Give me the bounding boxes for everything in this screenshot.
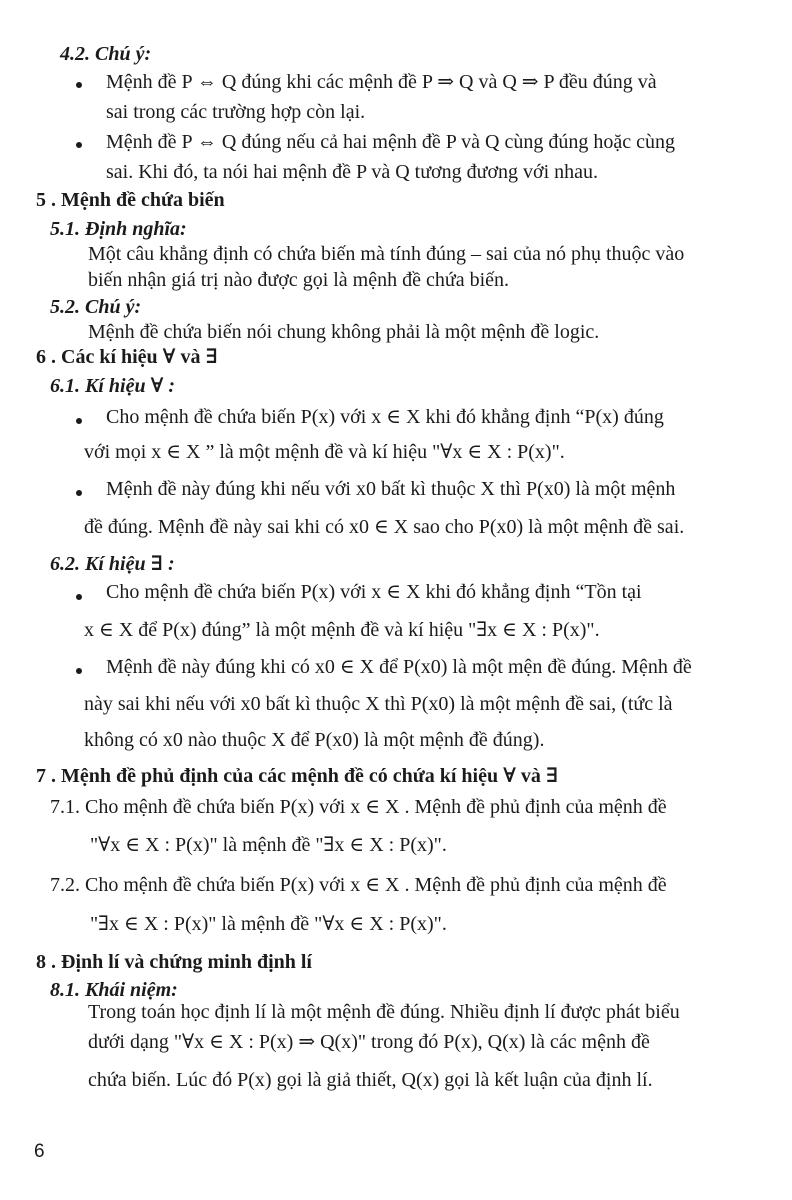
negation-7-2-line2: "∃x ∈ X : P(x)" là mệnh đề "∀x ∈ X : P(x)". <box>90 913 447 935</box>
forall-b1-line1: Cho mệnh đề chứa biến P(x) với x ∈ X khi đó khẳng định “P(x) đúng <box>106 406 664 428</box>
note-4-2-b1-line2: sai trong các trường hợp còn lại. <box>106 101 366 123</box>
note-4-2-b2-line2: sai. Khi đó, ta nói hai mệnh đề P và Q tương đương với nhau. <box>106 161 599 183</box>
theorem-line3: chứa biến. Lúc đó P(x) gọi là giả thiết, Q(x) gọi là kết luận của định lí. <box>88 1069 653 1091</box>
bullet-dot <box>76 490 82 496</box>
note-5-2: Mệnh đề chứa biến nói chung không phải là một mệnh đề logic. <box>88 321 600 343</box>
heading-5-1: 5.1. Định nghĩa: <box>50 218 187 240</box>
forall-b2-line2: đề đúng. Mệnh đề này sai khi có x0 ∈ X sao cho P(x0) là một mệnh đề sai. <box>84 516 685 538</box>
note-4-2-b1-line1: Mệnh đề P ⇔ Q đúng khi các mệnh đề P ⇒ Q và Q ⇒ P đều đúng và <box>106 71 657 93</box>
exists-b2-line2: này sai khi nếu với x0 bất kì thuộc X thì P(x0) là một mệnh đề sai, (tức là <box>84 693 673 715</box>
heading-5: 5 . Mệnh đề chứa biến <box>36 189 225 211</box>
negation-7-1-line1: 7.1. Cho mệnh đề chứa biến P(x) với x ∈ X . Mệnh đề phủ định của mệnh đề <box>50 796 667 818</box>
note-4-2-b2-line1: Mệnh đề P ⇔ Q đúng nếu cả hai mệnh đề P và Q cùng đúng hoặc cùng <box>106 131 675 153</box>
theorem-line1: Trong toán học định lí là một mệnh đề đúng. Nhiều định lí được phát biểu <box>88 1001 680 1023</box>
page-number: 6 <box>34 1141 45 1162</box>
definition-line1: Một câu khẳng định có chứa biến mà tính đúng – sai của nó phụ thuộc vào <box>88 243 685 265</box>
theorem-line2: dưới dạng "∀x ∈ X : P(x) ⇒ Q(x)" trong đó P(x), Q(x) là các mệnh đề <box>88 1031 650 1053</box>
bullet-dot <box>76 418 82 424</box>
bullet-dot <box>76 594 82 600</box>
heading-6-1: 6.1. Kí hiệu ∀ : <box>50 375 176 397</box>
forall-b2-line1: Mệnh đề này đúng khi nếu với x0 bất kì thuộc X thì P(x0) là một mệnh <box>106 478 676 500</box>
exists-b2-line1: Mệnh đề này đúng khi có x0 ∈ X để P(x0) là một mện đề đúng. Mệnh đề <box>106 656 692 678</box>
bullet-dot <box>76 142 82 148</box>
exists-b1-line2: x ∈ X để P(x) đúng” là một mệnh đề và kí hiệu "∃x ∈ X : P(x)". <box>84 619 600 641</box>
heading-6-2: 6.2. Kí hiệu ∃ : <box>50 553 175 575</box>
negation-7-1-line2: "∀x ∈ X : P(x)" là mệnh đề "∃x ∈ X : P(x)". <box>90 834 447 856</box>
definition-line2: biến nhận giá trị nào được gọi là mệnh đề chứa biến. <box>88 269 510 291</box>
bullet-dot <box>76 82 82 88</box>
bullet-dot <box>76 668 82 674</box>
heading-7: 7 . Mệnh đề phủ định của các mệnh đề có chứa kí hiệu ∀ và ∃ <box>36 765 559 787</box>
heading-4-2: 4.2. Chú ý: <box>60 43 152 65</box>
heading-8: 8 . Định lí và chứng minh định lí <box>36 951 312 973</box>
heading-8-1: 8.1. Khái niệm: <box>50 979 178 1001</box>
exists-b2-line3: không có x0 nào thuộc X để P(x0) là một mệnh đề đúng). <box>84 729 545 751</box>
forall-b1-line2: với mọi x ∈ X ” là một mệnh đề và kí hiệu "∀x ∈ X : P(x)". <box>84 441 565 463</box>
heading-6: 6 . Các kí hiệu ∀ và ∃ <box>36 346 218 368</box>
heading-5-2: 5.2. Chú ý: <box>50 296 142 318</box>
negation-7-2-line1: 7.2. Cho mệnh đề chứa biến P(x) với x ∈ X . Mệnh đề phủ định của mệnh đề <box>50 874 667 896</box>
exists-b1-line1: Cho mệnh đề chứa biến P(x) với x ∈ X khi đó khẳng định “Tồn tại <box>106 581 642 603</box>
